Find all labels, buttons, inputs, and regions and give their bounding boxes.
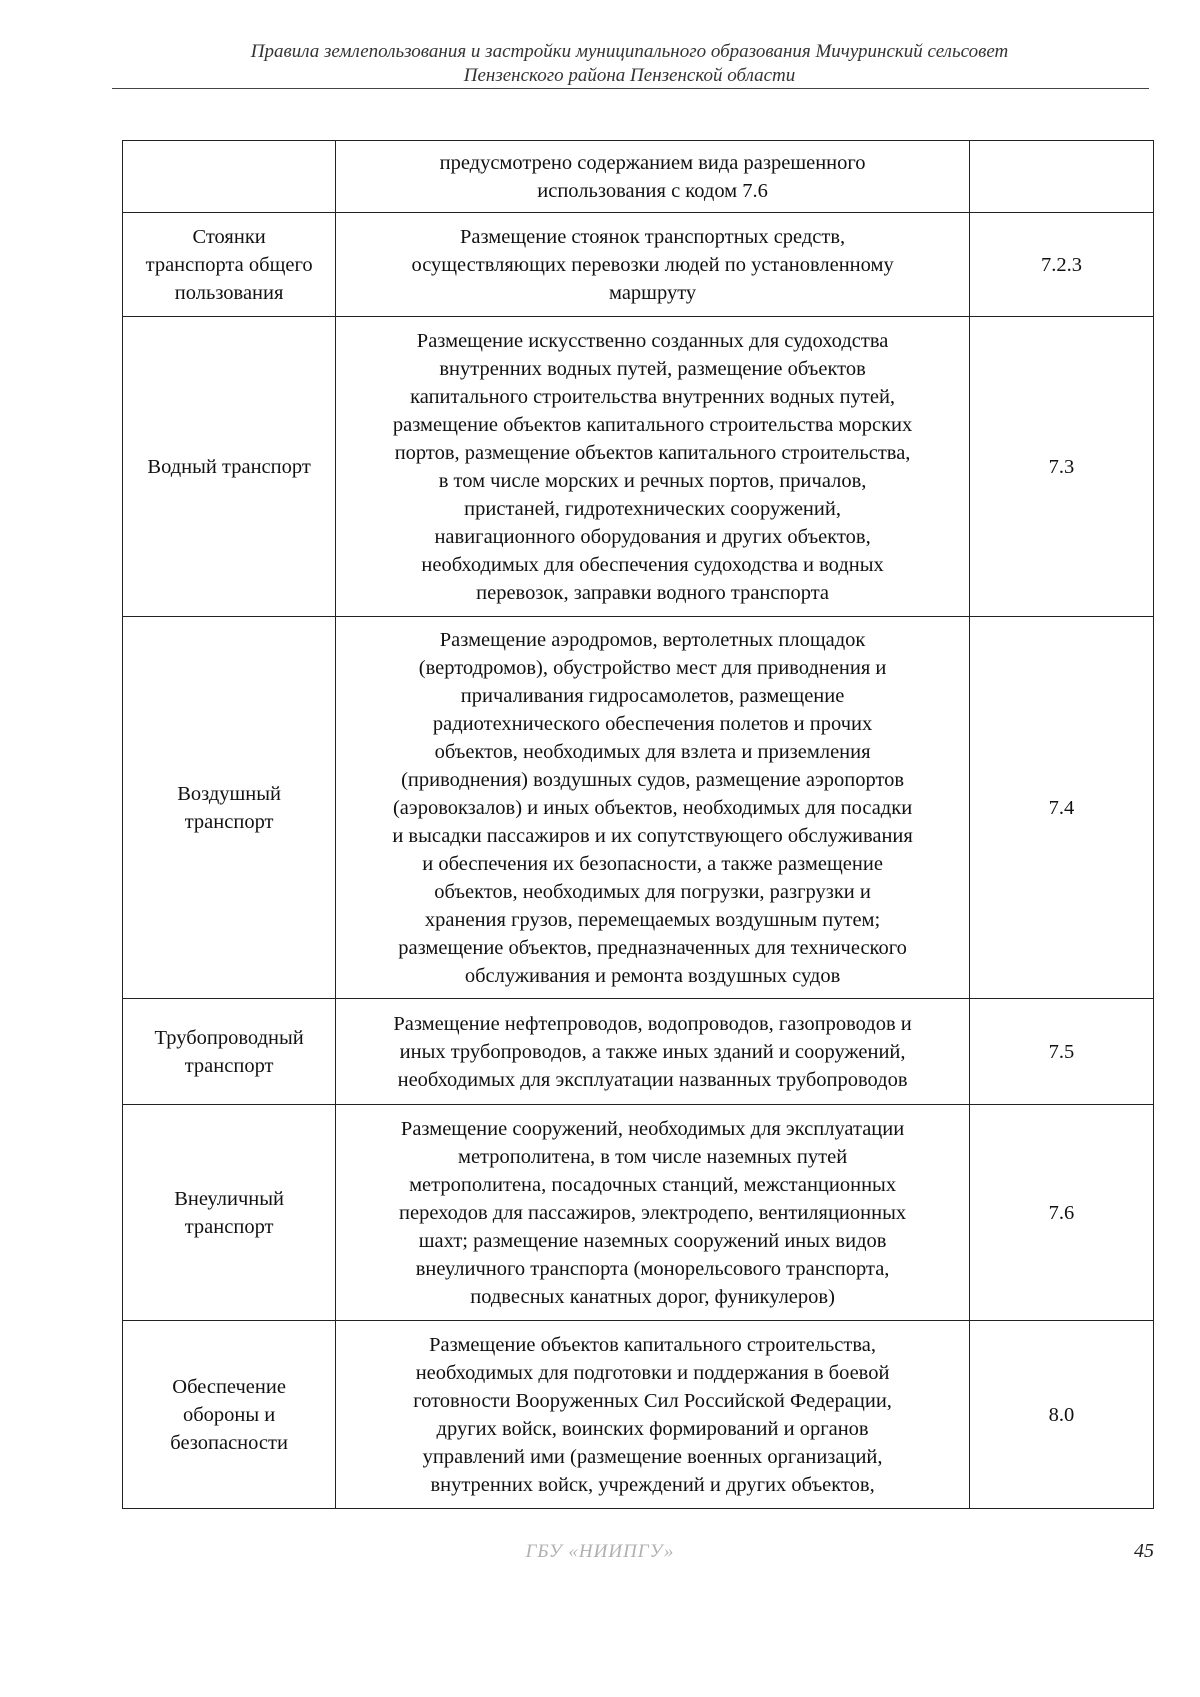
header-rule xyxy=(112,88,1149,89)
use-code-cell: 7.2.3 xyxy=(969,213,1153,317)
table-row xyxy=(123,141,1154,213)
use-name-cell: Трубопроводный транспорт xyxy=(123,999,336,1105)
header-line-2: Пензенского района Пензенской области xyxy=(463,65,796,86)
use-name-cell: Внеуличный транспорт xyxy=(123,1105,336,1321)
header-line-1: Правила землепользования и застройки муниципального образования Мичуринский сельсовет xyxy=(250,41,1009,62)
use-description-cell: Размещение нефтепроводов, водопроводов, газопроводов и иных трубопроводов, а также иных зданий и сооружений, необходимых для эксплуатации названных трубопроводов xyxy=(336,999,970,1105)
use-code-cell: 7.5 xyxy=(969,999,1153,1105)
page-header xyxy=(112,40,1147,88)
table-row xyxy=(123,1321,1154,1509)
use-name-cell: Водный транспорт xyxy=(123,317,336,617)
use-description-cell: предусмотрено содержанием вида разрешенного использования с кодом 7.6 xyxy=(336,141,970,213)
footer-organization: ГБУ «НИИПГУ» xyxy=(525,1541,675,1562)
use-name-cell: Стоянки транспорта общего пользования xyxy=(123,213,336,317)
use-code-cell: 7.3 xyxy=(969,317,1153,617)
use-description-cell: Размещение искусственно созданных для судоходства внутренних водных путей, размещение объектов капитального строительства внутренних водных путей, размещение объектов капитального строительства морских портов, размещение объектов капитального строительства, в том числе морских и речных портов, причалов, пристаней, гидротехнических сооружений, навигационного оборудования и других объектов, необходимых для обеспечения судоходства и водных перевозок, заправки водного транспорта xyxy=(336,317,970,617)
table-row xyxy=(123,213,1154,317)
use-name-cell xyxy=(123,141,336,213)
use-code-cell: 7.6 xyxy=(969,1105,1153,1321)
use-code-cell: 7.4 xyxy=(969,617,1153,999)
table-row xyxy=(123,617,1154,999)
use-description-cell: Размещение объектов капитального строительства, необходимых для подготовки и поддержания в боевой готовности Вооруженных Сил Российской Федерации, других войск, воинских формирований и органов управлений ими (размещение военных организаций, внутренних войск, учреждений и других объектов, xyxy=(336,1321,970,1509)
use-description-cell: Размещение сооружений, необходимых для эксплуатации метрополитена, в том числе наземных путей метрополитена, посадочных станций, межстанционных переходов для пассажиров, электродепо, вентиляционных шахт; размещение наземных сооружений иных видов внеуличного транспорта (монорельсового транспорта, подвесных канатных дорог, фуникулеров) xyxy=(336,1105,970,1321)
use-code-cell: 8.0 xyxy=(969,1321,1153,1509)
use-code-cell xyxy=(969,141,1153,213)
table-row xyxy=(123,317,1154,617)
table-row xyxy=(123,999,1154,1105)
use-name-cell: Воздушный транспорт xyxy=(123,617,336,999)
land-use-table xyxy=(122,140,1154,1509)
use-description-cell: Размещение аэродромов, вертолетных площадок (вертодромов), обустройство мест для приводнения и причаливания гидросамолетов, размещение радиотехнического обеспечения полетов и прочих объектов, необходимых для взлета и приземления (приводнения) воздушных судов, размещение аэропортов (аэровокзалов) и иных объектов, необходимых для посадки и высадки пассажиров и их сопутствующего обслуживания и обеспечения их безопасности, а также размещение объектов, необходимых для погрузки, разгрузки и хранения грузов, перемещаемых воздушным путем; размещение объектов, предназначенных для технического обслуживания и ремонта воздушных судов xyxy=(336,617,970,999)
use-name-cell: Обеспечение обороны и безопасности xyxy=(123,1321,336,1509)
page-number: 45 xyxy=(1134,1540,1154,1562)
use-description-cell: Размещение стоянок транспортных средств, осуществляющих перевозки людей по установленному маршруту xyxy=(336,213,970,317)
table-row xyxy=(123,1105,1154,1321)
